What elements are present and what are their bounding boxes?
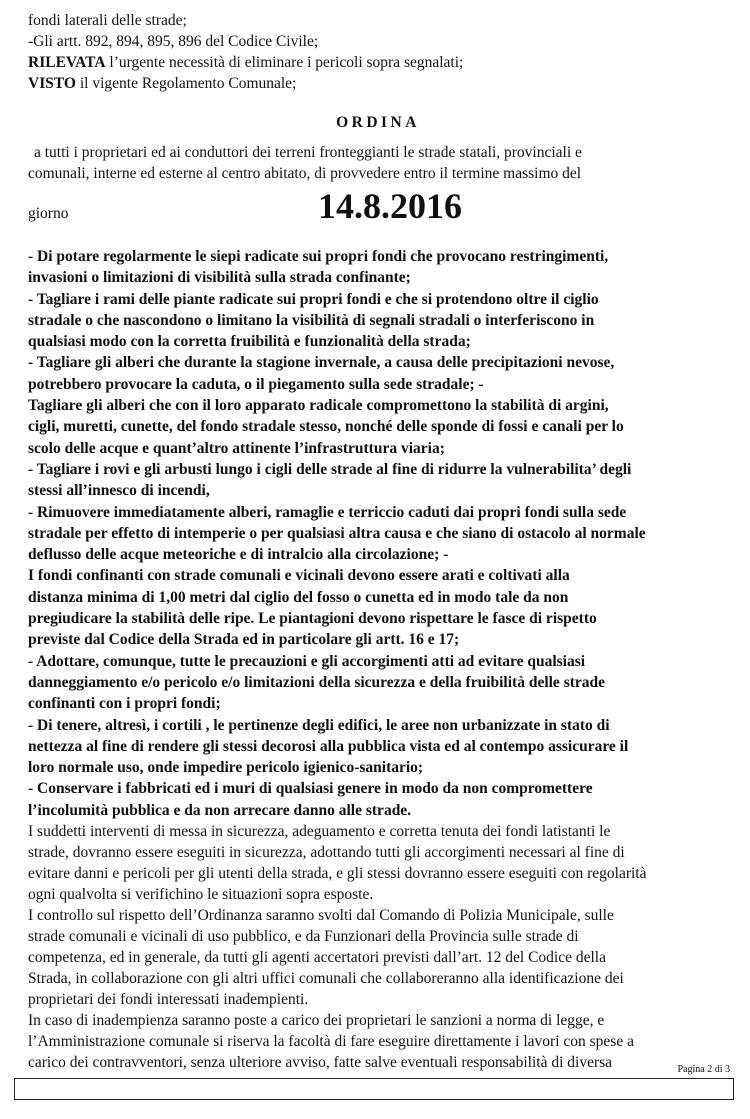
- order-line: - Conservare i fabbricati ed i muri di qualsiasi genere in modo da non compromettere: [28, 780, 593, 798]
- visto-keyword: VISTO: [28, 75, 76, 92]
- paragraph-line: proprietari dei fondi interessati inadempienti.: [28, 991, 309, 1009]
- order-line: l’incolumità pubblica e da non arrecare danno alle strade.: [28, 801, 412, 819]
- deadline-label: giorno: [28, 205, 69, 222]
- rilevata-keyword: RILEVATA: [28, 54, 106, 71]
- order-line: I fondi confinanti con strade comunali e vicinali devono essere arati e coltivati alla: [28, 567, 570, 585]
- paragraph-line: evitare danni e pericoli per gli utenti della strada, e gli stessi dovranno essere eseguiti con regolarità: [28, 865, 647, 883]
- paragraph-line: I controllo sul rispetto dell’Ordinanza saranno svolti dal Comando di Polizia Municipale, sulle: [28, 907, 614, 925]
- text-line: -Gli artt. 892, 894, 895, 896 del Codice Civile;: [28, 33, 319, 50]
- visto-text: il vigente Regolamento Comunale;: [75, 75, 297, 92]
- order-line: confinanti con i propri fondi;: [28, 695, 221, 713]
- order-line: stradale o che nascondono o limitano la visibilità di segnali stradali o interferiscono in: [28, 311, 595, 329]
- order-line: stessi all’innesco di incendi,: [28, 482, 210, 500]
- visto-line: [28, 73, 728, 94]
- paragraph-line: strade, dovranno essere eseguiti in sicurezza, adottando tutti gli accorgimenti necessari al fine di: [28, 844, 625, 862]
- orders-list: [28, 246, 728, 821]
- order-line: potrebbero provocare la caduta, o il piegamento sulla sede stradale; -: [28, 375, 484, 393]
- closing-paragraphs: [28, 821, 728, 1073]
- paragraph-line: I suddetti interventi di messa in sicurezza, adeguamento e corretta tenuta dei fondi latistanti le: [28, 823, 611, 841]
- order-line: - Tagliare i rami delle piante radicate sui propri fondi e che si protendono oltre il ciglio: [28, 290, 599, 308]
- order-line: - Tagliare gli alberi che durante la stagione invernale, a causa delle precipitazioni nevose,: [28, 354, 615, 372]
- order-line: - Tagliare i rovi e gli arbusti lungo i cigli delle strade al fine di ridurre la vulnerabilita’ degli: [28, 460, 632, 478]
- order-line: pregiudicare la stabilità delle ripe. Le piantagioni devono rispettare le fasce di rispetto: [28, 610, 597, 628]
- order-line: Tagliare gli alberi che con il loro apparato radicale compromettono la stabilità di argini,: [28, 397, 609, 415]
- paragraph-line: Strada, in collaborazione con gli altri uffici comunali che collaboreranno alla identificazione dei: [28, 970, 624, 988]
- order-line: previste dal Codice della Strada ed in particolare gli artt. 16 e 17;: [28, 631, 460, 649]
- paragraph-line: carico dei contravventori, senza ulteriore avviso, fatte salve eventuali responsabilità di diversa: [28, 1054, 613, 1072]
- paragraph-line: l’Amministrazione comunale si riserva la facoltà di fare eseguire direttamente i lavori con spese a: [28, 1033, 634, 1051]
- order-line: - Di potare regolarmente le siepi radicate sui propri fondi che provocano restringimenti,: [28, 248, 609, 265]
- section-title: ORDINA: [336, 114, 420, 131]
- deadline-row: [28, 184, 728, 234]
- paragraph-line: In caso di inadempienza saranno poste a carico dei proprietari le sanzioni a norma di legge, e: [28, 1012, 605, 1030]
- order-line: scolo delle acque e quant’altro attinente l’infrastruttura viaria;: [28, 439, 445, 457]
- order-line: - Di tenere, altresì, i cortili , le pertinenze degli edifici, le aree non urbanizzate in stato di: [28, 716, 610, 734]
- page-number: Pagina 2 di 3: [677, 1064, 730, 1075]
- document-page: [28, 10, 728, 1073]
- order-line: nettezza al fine di rendere gli stessi decorosi alla pubblica vista ed al contempo assicurare il: [28, 737, 629, 755]
- deadline-date: 14.8.2016: [318, 186, 462, 226]
- order-line: danneggiamento e/o pericolo e/o limitazioni della sicurezza e della fruibilità delle strade: [28, 673, 606, 691]
- intro-line: a tutti i proprietari ed ai conduttori dei terreni fronteggianti le strade statali, provinciali e: [34, 144, 582, 161]
- order-line: - Adottare, comunque, tutte le precauzioni e gli accorgimenti atti ad evitare qualsiasi: [28, 652, 586, 670]
- paragraph-line: strade comunali e vicinali di uso pubblico, e da Funzionari della Provincia sulle strade di: [28, 928, 579, 946]
- order-line: cigli, muretti, cunette, del fondo stradale stesso, nonché delle sponde di fossi e canali per lo: [28, 418, 624, 436]
- paragraph-line: ogni qualvolta si verifichino le situazioni sopra esposte.: [28, 886, 374, 904]
- footer-box: [14, 1078, 734, 1100]
- paragraph-line: competenza, ed in generale, da tutti gli agenti accertatori previsti dall’art. 12 del Codice della: [28, 949, 606, 967]
- rilevata-text: l’urgente necessità di eliminare i pericoli sopra segnalati;: [105, 54, 464, 71]
- rilevata-line: [28, 52, 728, 73]
- text-line: fondi laterali delle strade;: [28, 12, 187, 29]
- order-line: - Rimuovere immediatamente alberi, ramaglie e terriccio caduti dai propri fondi sulla sede: [28, 503, 627, 521]
- order-line: loro normale uso, onde impedire pericolo igienico-sanitario;: [28, 759, 424, 777]
- order-line: qualsiasi modo con la corretta fruibilità e funzionalità della strada;: [28, 333, 471, 351]
- order-line: stradale per effetto di intemperie o per qualsiasi altra causa e che siano di ostacolo al normale: [28, 524, 646, 542]
- order-line: invasioni o limitazioni di visibilità sulla strada confinante;: [28, 269, 411, 287]
- order-line: distanza minima di 1,00 metri dal ciglio del fosso o cunetta ed in modo tale da non: [28, 588, 569, 606]
- order-line: deflusso delle acque meteoriche e di intralcio alla circolazione; -: [28, 546, 449, 564]
- intro-line: comunali, interne ed esterne al centro abitato, di provvedere entro il termine massimo del: [28, 165, 582, 182]
